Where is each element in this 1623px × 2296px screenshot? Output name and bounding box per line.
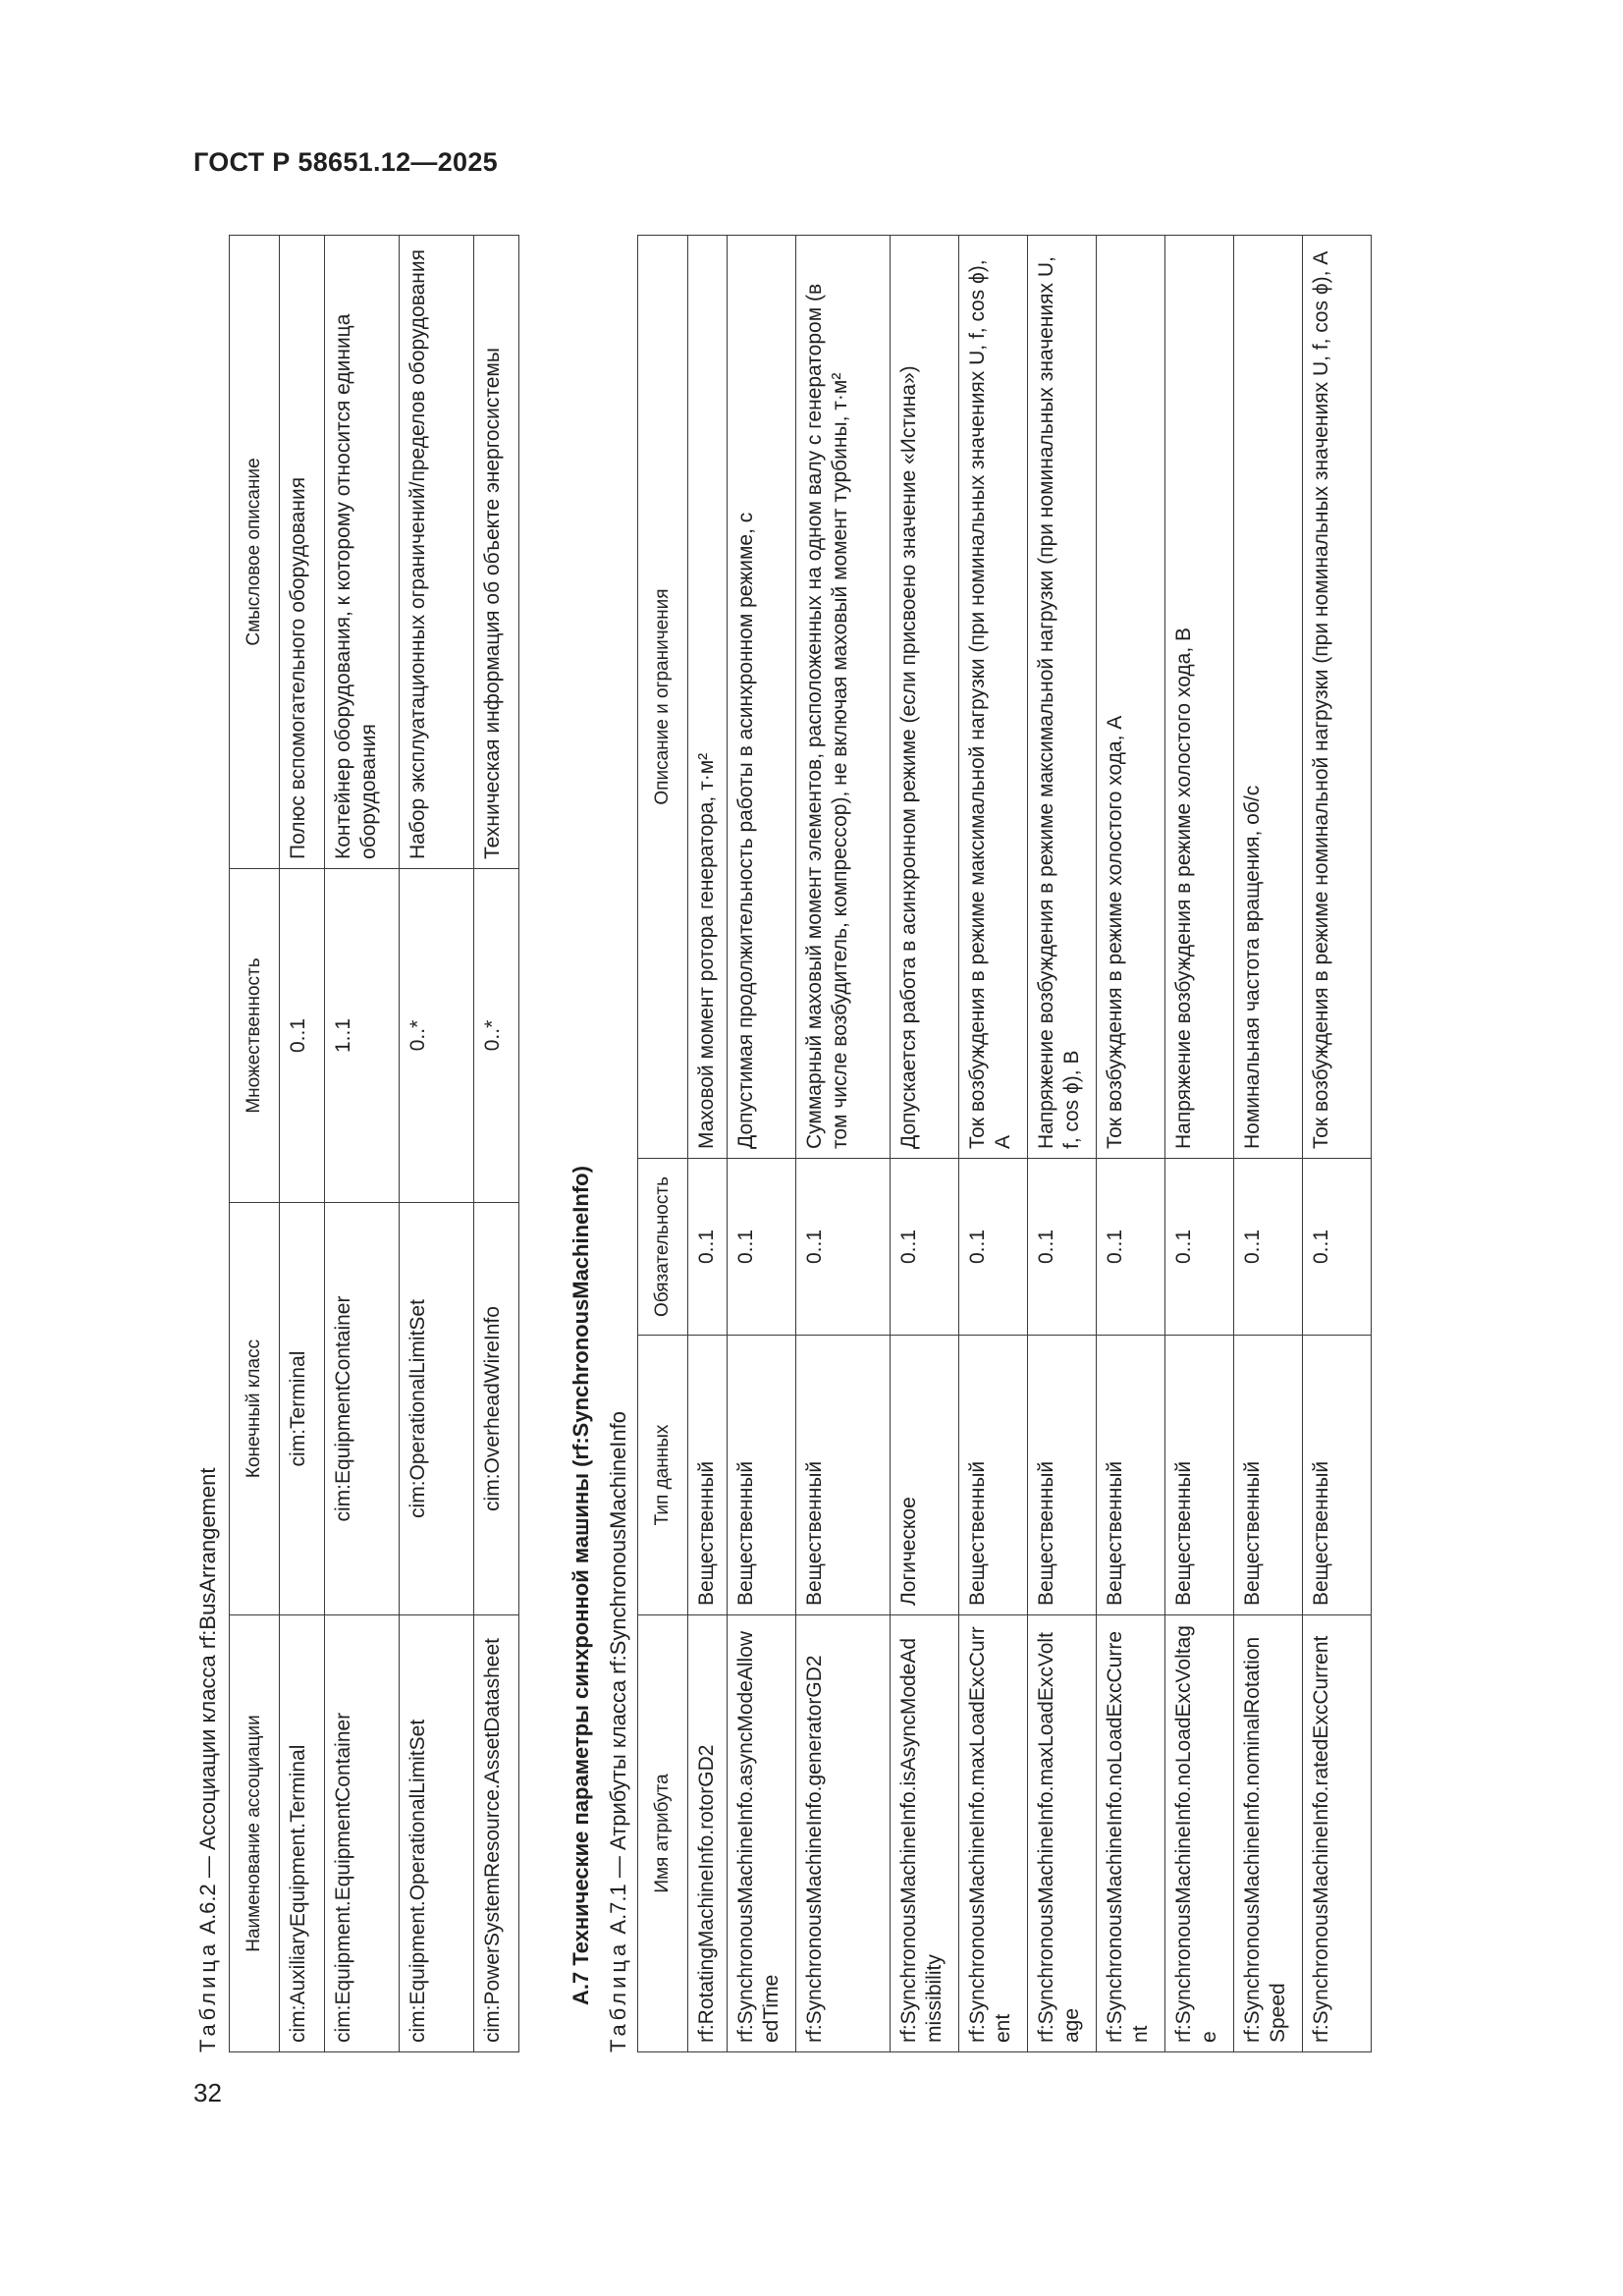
obligatory: 0..1 — [891, 1159, 959, 1336]
obligatory: 0..1 — [1165, 1159, 1234, 1336]
attribute-name: rf:SynchronousMachineInfo.asyncModeAllowedTime — [728, 1615, 796, 2052]
attribute-name: rf:SynchronousMachineInfo.maxLoadExcCurrent — [959, 1615, 1028, 2052]
end-class: cim:OperationalLimitSet — [400, 1203, 474, 1615]
description: Ток возбуждения в режиме номинальной нагрузки (при номинальных значениях U, f, cos ϕ), A — [1303, 236, 1372, 1159]
table-row — [474, 236, 519, 2052]
description: Маховой момент ротора генератора, т·м² — [688, 236, 728, 1159]
end-class: cim:EquipmentContainer — [325, 1203, 400, 1615]
table-a71-header-row — [638, 236, 688, 2052]
attribute-name: rf:SynchronousMachineInfo.ratedExcCurrent — [1303, 1615, 1372, 2052]
semantic-description: Полюс вспомогательного оборудования — [280, 236, 325, 869]
data-type: Вещественный — [1165, 1336, 1234, 1615]
table-row — [891, 236, 959, 2052]
multiplicity: 1..1 — [325, 869, 400, 1203]
obligatory: 0..1 — [1303, 1159, 1372, 1336]
description: Номинальная частота вращения, об/с — [1234, 236, 1303, 1159]
table-row — [1028, 236, 1097, 2052]
col-header-semantic-description: Смысловое описание — [230, 236, 280, 869]
table-a71 — [637, 235, 1372, 2052]
description: Напряжение возбуждения в режиме максимальной нагрузки (при номинальных значениях U, f, cos ϕ), B — [1028, 236, 1097, 1159]
semantic-description: Техническая информация об объекте энергосистемы — [474, 236, 519, 869]
attribute-name: rf:SynchronousMachineInfo.noLoadExcCurrent — [1097, 1615, 1165, 2052]
obligatory: 0..1 — [796, 1159, 891, 1336]
col-header-end-class: Конечный класс — [230, 1203, 280, 1615]
attribute-name: rf:SynchronousMachineInfo.isAsyncModeAdmissibility — [891, 1615, 959, 2052]
description: Допускается работа в асинхронном режиме (если присвоено значение «Истина») — [891, 236, 959, 1159]
obligatory: 0..1 — [728, 1159, 796, 1336]
attribute-name: rf:SynchronousMachineInfo.noLoadExcVoltage — [1165, 1615, 1234, 2052]
table-row — [280, 236, 325, 2052]
table-a62 — [229, 235, 519, 2052]
obligatory: 0..1 — [1234, 1159, 1303, 1336]
multiplicity: 0..* — [474, 869, 519, 1203]
obligatory: 0..1 — [688, 1159, 728, 1336]
table-row — [1097, 236, 1165, 2052]
data-type: Вещественный — [1028, 1336, 1097, 1615]
page-number: 32 — [193, 2078, 222, 2107]
rotated-page-content — [193, 226, 1455, 2052]
data-type: Вещественный — [728, 1336, 796, 1615]
data-type: Вещественный — [1097, 1336, 1165, 1615]
section-title: A.7 Технические параметры синхронной машины (rf:SynchronousMachineInfo) — [568, 1166, 593, 2005]
description: Напряжение возбуждения в режиме холостого хода, B — [1165, 236, 1234, 1159]
end-class: cim:OverheadWireInfo — [474, 1203, 519, 1615]
table-row — [1303, 236, 1372, 2052]
data-type: Вещественный — [688, 1336, 728, 1615]
table-row — [728, 236, 796, 2052]
association-name: cim:Equipment.EquipmentContainer — [325, 1615, 400, 2052]
table-row — [959, 236, 1028, 2052]
data-type: Вещественный — [1234, 1336, 1303, 1615]
table-row — [325, 236, 400, 2052]
obligatory: 0..1 — [1097, 1159, 1165, 1336]
association-name: cim:Equipment.OperationalLimitSet — [400, 1615, 474, 2052]
obligatory: 0..1 — [959, 1159, 1028, 1336]
semantic-description: Набор эксплуатационных ограничений/пределов оборудования — [400, 236, 474, 869]
obligatory: 0..1 — [1028, 1159, 1097, 1336]
table-a71-caption — [604, 226, 633, 2052]
table-a71-caption-text: A.7.1 — Атрибуты класса rf:SynchronousMachineInfo — [606, 1411, 630, 1935]
attribute-name: rf:RotatingMachineInfo.rotorGD2 — [688, 1615, 728, 2052]
table-a62-caption — [193, 226, 223, 2052]
semantic-description: Контейнер оборудования, к которому относится единица оборудования — [325, 236, 400, 869]
multiplicity: 0..* — [400, 869, 474, 1203]
description: Суммарный маховый момент элементов, расположенных на одном валу с генератором (в том числе возбудитель, компрессор), не включая маховый момент турбины, т·м² — [796, 236, 891, 1159]
document-header: ГОСТ Р 58651.12—2025 — [193, 147, 498, 177]
attribute-name: rf:SynchronousMachineInfo.nominalRotationSpeed — [1234, 1615, 1303, 2052]
col-header-obligatory: Обязательность — [638, 1159, 688, 1336]
table-row — [688, 236, 728, 2052]
table-a71-caption-word: Таблица — [606, 1940, 630, 2052]
table-row — [796, 236, 891, 2052]
description: Ток возбуждения в режиме максимальной нагрузки (при номинальных значениях U, f, cos ϕ), A — [959, 236, 1028, 1159]
association-name: cim:AuxiliaryEquipment.Terminal — [280, 1615, 325, 2052]
data-type: Вещественный — [959, 1336, 1028, 1615]
association-name: cim:PowerSystemResource.AssetDatasheet — [474, 1615, 519, 2052]
description: Допустимая продолжительность работы в асинхронном режиме, с — [728, 236, 796, 1159]
table-a62-header-row — [230, 236, 280, 2052]
col-header-attribute-name: Имя атрибута — [638, 1615, 688, 2052]
table-row — [400, 236, 474, 2052]
multiplicity: 0..1 — [280, 869, 325, 1203]
table-a62-caption-text: A.6.2 — Ассоциации класса rf:BusArrangement — [195, 1467, 220, 1935]
attribute-name: rf:SynchronousMachineInfo.generatorGD2 — [796, 1615, 891, 2052]
data-type: Вещественный — [796, 1336, 891, 1615]
table-row — [1234, 236, 1303, 2052]
col-header-association-name: Наименование ассоциации — [230, 1615, 280, 2052]
description: Ток возбуждения в режиме холостого хода, A — [1097, 236, 1165, 1159]
col-header-description: Описание и ограничения — [638, 236, 688, 1159]
end-class: cim:Terminal — [280, 1203, 325, 1615]
table-row — [1165, 236, 1234, 2052]
attribute-name: rf:SynchronousMachineInfo.maxLoadExcVoltage — [1028, 1615, 1097, 2052]
data-type: Логическое — [891, 1336, 959, 1615]
col-header-data-type: Тип данных — [638, 1336, 688, 1615]
data-type: Вещественный — [1303, 1336, 1372, 1615]
table-a62-caption-word: Таблица — [195, 1940, 220, 2052]
col-header-multiplicity: Множественность — [230, 869, 280, 1203]
